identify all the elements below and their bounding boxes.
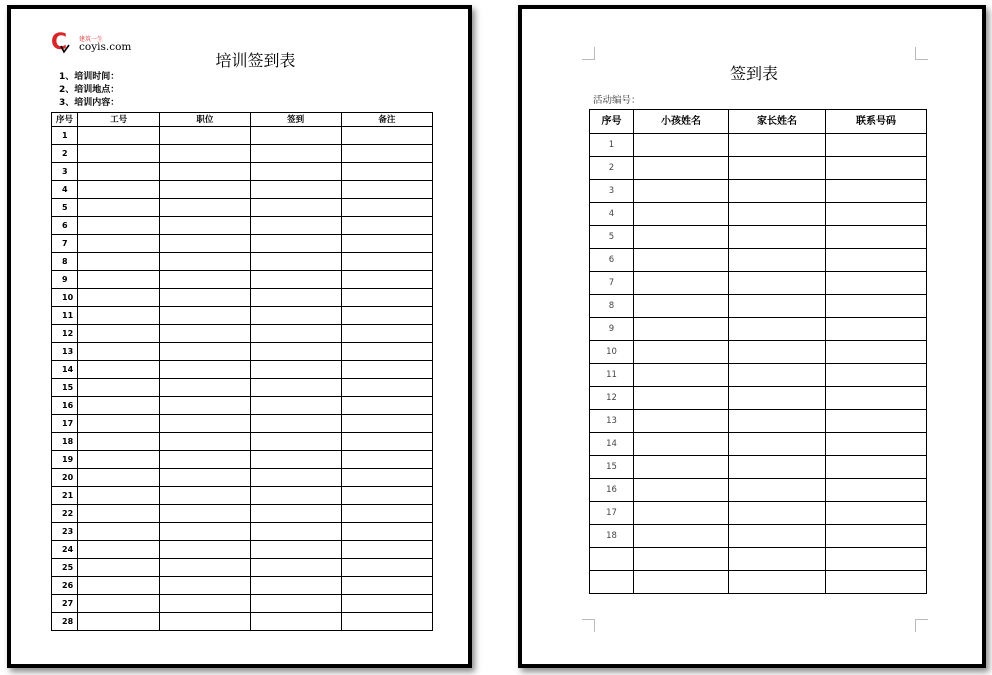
- logo-c-icon: C: [51, 30, 68, 55]
- blank-cell: [826, 571, 927, 594]
- row-number: 24: [52, 541, 78, 559]
- table-row: [590, 525, 927, 548]
- row-number: [590, 548, 634, 571]
- blank-cell: [341, 541, 432, 559]
- blank-cell: [160, 163, 250, 181]
- row-number: 17: [590, 502, 634, 525]
- row-number: 7: [590, 272, 634, 295]
- row-number: 4: [590, 203, 634, 226]
- blank-cell: [160, 253, 250, 271]
- blank-cell: [826, 318, 927, 341]
- blank-cell: [160, 523, 250, 541]
- blank-cell: [729, 341, 826, 364]
- blank-cell: [78, 271, 160, 289]
- table-row: [590, 502, 927, 525]
- blank-cell: [729, 318, 826, 341]
- blank-cell: [78, 505, 160, 523]
- table-row: [52, 613, 433, 631]
- table-row: [590, 341, 927, 364]
- blank-cell: [341, 523, 432, 541]
- blank-cell: [826, 203, 927, 226]
- row-number: 18: [52, 433, 78, 451]
- blank-cell: [160, 217, 250, 235]
- table-row: [52, 163, 433, 181]
- blank-cell: [78, 469, 160, 487]
- table-row: [52, 361, 433, 379]
- table-row: [52, 145, 433, 163]
- blank-cell: [78, 397, 160, 415]
- blank-cell: [250, 613, 341, 631]
- field-training-time: 1、培训时间：: [59, 72, 120, 82]
- row-number: 9: [52, 271, 78, 289]
- blank-cell: [250, 541, 341, 559]
- table-row: [590, 272, 927, 295]
- blank-cell: [250, 487, 341, 505]
- blank-cell: [160, 415, 250, 433]
- blank-cell: [250, 361, 341, 379]
- row-number: 22: [52, 505, 78, 523]
- blank-cell: [634, 525, 729, 548]
- blank-cell: [634, 318, 729, 341]
- blank-cell: [160, 505, 250, 523]
- crop-mark-top-right: [915, 47, 928, 60]
- blank-cell: [160, 595, 250, 613]
- row-number: 13: [52, 343, 78, 361]
- table-row: [52, 451, 433, 469]
- blank-cell: [160, 451, 250, 469]
- training-sign-in-sheet: [7, 5, 472, 668]
- blank-cell: [826, 456, 927, 479]
- table-row: [52, 343, 433, 361]
- blank-cell: [160, 613, 250, 631]
- blank-cell: [341, 487, 432, 505]
- row-number: 15: [52, 379, 78, 397]
- blank-cell: [160, 487, 250, 505]
- crop-mark-bottom-right: [915, 619, 928, 632]
- field-event-number: 活动编号：: [593, 95, 641, 106]
- blank-cell: [341, 613, 432, 631]
- table-row: [590, 249, 927, 272]
- blank-cell: [341, 163, 432, 181]
- blank-cell: [634, 226, 729, 249]
- table-row: [52, 325, 433, 343]
- blank-cell: [250, 559, 341, 577]
- table-row: [52, 235, 433, 253]
- blank-cell: [826, 479, 927, 502]
- blank-cell: [160, 379, 250, 397]
- blank-cell: [78, 379, 160, 397]
- blank-cell: [341, 217, 432, 235]
- blank-cell: [78, 145, 160, 163]
- blank-cell: [341, 451, 432, 469]
- blank-cell: [160, 343, 250, 361]
- row-number: 5: [590, 226, 634, 249]
- table-row: [590, 318, 927, 341]
- blank-cell: [634, 456, 729, 479]
- blank-cell: [826, 134, 927, 157]
- blank-cell: [78, 235, 160, 253]
- table-row: [590, 180, 927, 203]
- blank-cell: [341, 361, 432, 379]
- blank-cell: [729, 456, 826, 479]
- blank-cell: [160, 469, 250, 487]
- blank-cell: [826, 272, 927, 295]
- blank-cell: [78, 559, 160, 577]
- row-number: 27: [52, 595, 78, 613]
- row-number: 1: [52, 127, 78, 145]
- table-row: [590, 157, 927, 180]
- blank-cell: [78, 451, 160, 469]
- blank-cell: [634, 272, 729, 295]
- row-number: 19: [52, 451, 78, 469]
- row-number: 12: [52, 325, 78, 343]
- blank-cell: [341, 271, 432, 289]
- blank-cell: [160, 361, 250, 379]
- blank-cell: [250, 505, 341, 523]
- col-header-child-name: 小孩姓名: [634, 110, 729, 134]
- row-number: 7: [52, 235, 78, 253]
- blank-cell: [250, 415, 341, 433]
- blank-cell: [78, 487, 160, 505]
- blank-cell: [634, 387, 729, 410]
- blank-cell: [160, 541, 250, 559]
- blank-cell: [78, 325, 160, 343]
- blank-cell: [78, 127, 160, 145]
- row-number: 9: [590, 318, 634, 341]
- crop-mark-bottom-left: [582, 619, 595, 632]
- blank-cell: [341, 343, 432, 361]
- blank-cell: [341, 415, 432, 433]
- row-number: 23: [52, 523, 78, 541]
- blank-cell: [250, 379, 341, 397]
- event-sign-in-table: [589, 109, 927, 594]
- row-number: 10: [52, 289, 78, 307]
- blank-cell: [341, 289, 432, 307]
- table-row: [52, 433, 433, 451]
- row-number: 25: [52, 559, 78, 577]
- blank-cell: [826, 525, 927, 548]
- blank-cell: [729, 203, 826, 226]
- table-row: [590, 295, 927, 318]
- blank-cell: [78, 523, 160, 541]
- blank-cell: [341, 379, 432, 397]
- blank-cell: [341, 127, 432, 145]
- blank-cell: [250, 595, 341, 613]
- blank-cell: [729, 249, 826, 272]
- blank-cell: [78, 163, 160, 181]
- blank-cell: [341, 577, 432, 595]
- blank-cell: [78, 415, 160, 433]
- table-row: [52, 379, 433, 397]
- blank-cell: [729, 479, 826, 502]
- blank-cell: [78, 577, 160, 595]
- row-number: 18: [590, 525, 634, 548]
- row-number: 4: [52, 181, 78, 199]
- col-header-index: 序号: [590, 110, 634, 134]
- blank-cell: [826, 410, 927, 433]
- blank-cell: [78, 613, 160, 631]
- blank-cell: [729, 364, 826, 387]
- table-row: [590, 479, 927, 502]
- blank-cell: [250, 577, 341, 595]
- blank-cell: [160, 577, 250, 595]
- row-number: 15: [590, 456, 634, 479]
- field-training-location: 2、培训地点：: [59, 85, 120, 95]
- table-row: [52, 181, 433, 199]
- blank-cell: [250, 397, 341, 415]
- blank-cell: [826, 249, 927, 272]
- blank-cell: [341, 325, 432, 343]
- row-number: 26: [52, 577, 78, 595]
- blank-cell: [826, 157, 927, 180]
- table-row: [52, 127, 433, 145]
- blank-cell: [341, 307, 432, 325]
- table-row: [52, 559, 433, 577]
- table-row: [52, 595, 433, 613]
- blank-cell: [78, 343, 160, 361]
- blank-cell: [160, 289, 250, 307]
- col-header-employee-id: 工号: [78, 113, 160, 127]
- blank-cell: [729, 157, 826, 180]
- blank-cell: [729, 410, 826, 433]
- table-row: [590, 226, 927, 249]
- blank-cell: [160, 127, 250, 145]
- row-number: 14: [590, 433, 634, 456]
- table-row: [52, 253, 433, 271]
- row-number: 11: [590, 364, 634, 387]
- blank-cell: [826, 180, 927, 203]
- row-number: 21: [52, 487, 78, 505]
- row-number: 2: [590, 157, 634, 180]
- blank-cell: [634, 502, 729, 525]
- blank-cell: [78, 181, 160, 199]
- row-number: 14: [52, 361, 78, 379]
- blank-cell: [78, 595, 160, 613]
- blank-cell: [250, 289, 341, 307]
- row-number: 20: [52, 469, 78, 487]
- table-row: [590, 456, 927, 479]
- table-row: [52, 505, 433, 523]
- training-sign-in-table: [51, 112, 433, 631]
- blank-cell: [634, 295, 729, 318]
- blank-cell: [78, 541, 160, 559]
- col-header-index: 序号: [52, 113, 78, 127]
- blank-cell: [729, 525, 826, 548]
- blank-cell: [250, 271, 341, 289]
- blank-cell: [78, 433, 160, 451]
- blank-cell: [250, 343, 341, 361]
- col-header-position: 职位: [160, 113, 250, 127]
- table-row: [52, 577, 433, 595]
- blank-cell: [729, 502, 826, 525]
- row-number: 13: [590, 410, 634, 433]
- table-row: [590, 387, 927, 410]
- blank-cell: [78, 217, 160, 235]
- blank-cell: [341, 505, 432, 523]
- blank-cell: [634, 571, 729, 594]
- row-number: 6: [590, 249, 634, 272]
- blank-cell: [78, 199, 160, 217]
- row-number: 28: [52, 613, 78, 631]
- blank-cell: [634, 249, 729, 272]
- blank-cell: [826, 226, 927, 249]
- table-row: [52, 523, 433, 541]
- blank-cell: [729, 272, 826, 295]
- blank-cell: [250, 217, 341, 235]
- blank-cell: [634, 341, 729, 364]
- crop-mark-top-left: [582, 47, 595, 60]
- table-row: [52, 397, 433, 415]
- row-number: 17: [52, 415, 78, 433]
- blank-cell: [826, 433, 927, 456]
- blank-cell: [250, 235, 341, 253]
- row-number: 2: [52, 145, 78, 163]
- blank-cell: [160, 271, 250, 289]
- row-number: 8: [590, 295, 634, 318]
- blank-cell: [341, 235, 432, 253]
- blank-cell: [826, 502, 927, 525]
- blank-cell: [634, 548, 729, 571]
- blank-cell: [729, 571, 826, 594]
- col-header-contact-number: 联系号码: [826, 110, 927, 134]
- blank-cell: [634, 180, 729, 203]
- blank-cell: [341, 595, 432, 613]
- event-sign-in-sheet: [518, 5, 986, 668]
- blank-cell: [250, 325, 341, 343]
- blank-cell: [341, 397, 432, 415]
- col-header-parent-name: 家长姓名: [729, 110, 826, 134]
- row-number: 10: [590, 341, 634, 364]
- blank-cell: [729, 295, 826, 318]
- table-row: [52, 307, 433, 325]
- table-row: [52, 541, 433, 559]
- blank-cell: [160, 325, 250, 343]
- table-row: [590, 203, 927, 226]
- blank-cell: [250, 253, 341, 271]
- blank-cell: [250, 163, 341, 181]
- table-row: [52, 487, 433, 505]
- col-header-remarks: 备注: [341, 113, 432, 127]
- field-training-content: 3、培训内容：: [59, 98, 120, 108]
- table-header-row: [590, 110, 927, 134]
- blank-cell: [341, 559, 432, 577]
- logo-tagline: 建筑一生: [79, 36, 104, 43]
- row-number: 16: [590, 479, 634, 502]
- table-row: [52, 415, 433, 433]
- blank-cell: [78, 253, 160, 271]
- blank-cell: [341, 469, 432, 487]
- blank-cell: [341, 433, 432, 451]
- blank-cell: [250, 451, 341, 469]
- blank-cell: [250, 145, 341, 163]
- blank-cell: [341, 199, 432, 217]
- blank-cell: [634, 433, 729, 456]
- row-number: 5: [52, 199, 78, 217]
- table-row: [52, 199, 433, 217]
- table-row: [52, 289, 433, 307]
- blank-cell: [160, 397, 250, 415]
- blank-cell: [826, 341, 927, 364]
- blank-cell: [160, 199, 250, 217]
- blank-cell: [160, 307, 250, 325]
- blank-cell: [634, 134, 729, 157]
- blank-cell: [729, 433, 826, 456]
- row-number: 3: [52, 163, 78, 181]
- row-number: 11: [52, 307, 78, 325]
- blank-cell: [729, 134, 826, 157]
- blank-cell: [78, 289, 160, 307]
- row-number: 3: [590, 180, 634, 203]
- blank-cell: [729, 548, 826, 571]
- table-row: [590, 433, 927, 456]
- row-number: 1: [590, 134, 634, 157]
- col-header-signature: 签到: [250, 113, 341, 127]
- blank-cell: [729, 226, 826, 249]
- blank-cell: [634, 410, 729, 433]
- blank-cell: [250, 469, 341, 487]
- row-number: [590, 571, 634, 594]
- table-row: [590, 134, 927, 157]
- blank-cell: [160, 145, 250, 163]
- blank-cell: [826, 364, 927, 387]
- blank-cell: [250, 181, 341, 199]
- table-row: [590, 364, 927, 387]
- blank-cell: [341, 253, 432, 271]
- table-row: [52, 469, 433, 487]
- logo-domain: coyis.com: [79, 41, 132, 53]
- blank-cell: [250, 307, 341, 325]
- blank-cell: [160, 181, 250, 199]
- table-row: [590, 410, 927, 433]
- blank-cell: [341, 181, 432, 199]
- blank-cell: [160, 433, 250, 451]
- row-number: 8: [52, 253, 78, 271]
- blank-cell: [78, 307, 160, 325]
- blank-cell: [160, 235, 250, 253]
- table-row: [590, 571, 927, 594]
- sheet-title: 签到表: [729, 64, 778, 83]
- blank-cell: [826, 295, 927, 318]
- blank-cell: [250, 433, 341, 451]
- blank-cell: [341, 145, 432, 163]
- blank-cell: [250, 199, 341, 217]
- blank-cell: [634, 479, 729, 502]
- blank-cell: [78, 361, 160, 379]
- blank-cell: [729, 387, 826, 410]
- row-number: 16: [52, 397, 78, 415]
- sheet-title: 培训签到表: [215, 51, 296, 70]
- blank-cell: [634, 203, 729, 226]
- table-row: [52, 271, 433, 289]
- blank-cell: [826, 387, 927, 410]
- table-row: [52, 217, 433, 235]
- blank-cell: [634, 364, 729, 387]
- table-row: [590, 548, 927, 571]
- blank-cell: [826, 548, 927, 571]
- blank-cell: [160, 559, 250, 577]
- row-number: 6: [52, 217, 78, 235]
- blank-cell: [250, 127, 341, 145]
- blank-cell: [634, 157, 729, 180]
- blank-cell: [729, 180, 826, 203]
- blank-cell: [250, 523, 341, 541]
- training-info-fields: [59, 71, 119, 110]
- row-number: 12: [590, 387, 634, 410]
- table-header-row: [52, 113, 433, 127]
